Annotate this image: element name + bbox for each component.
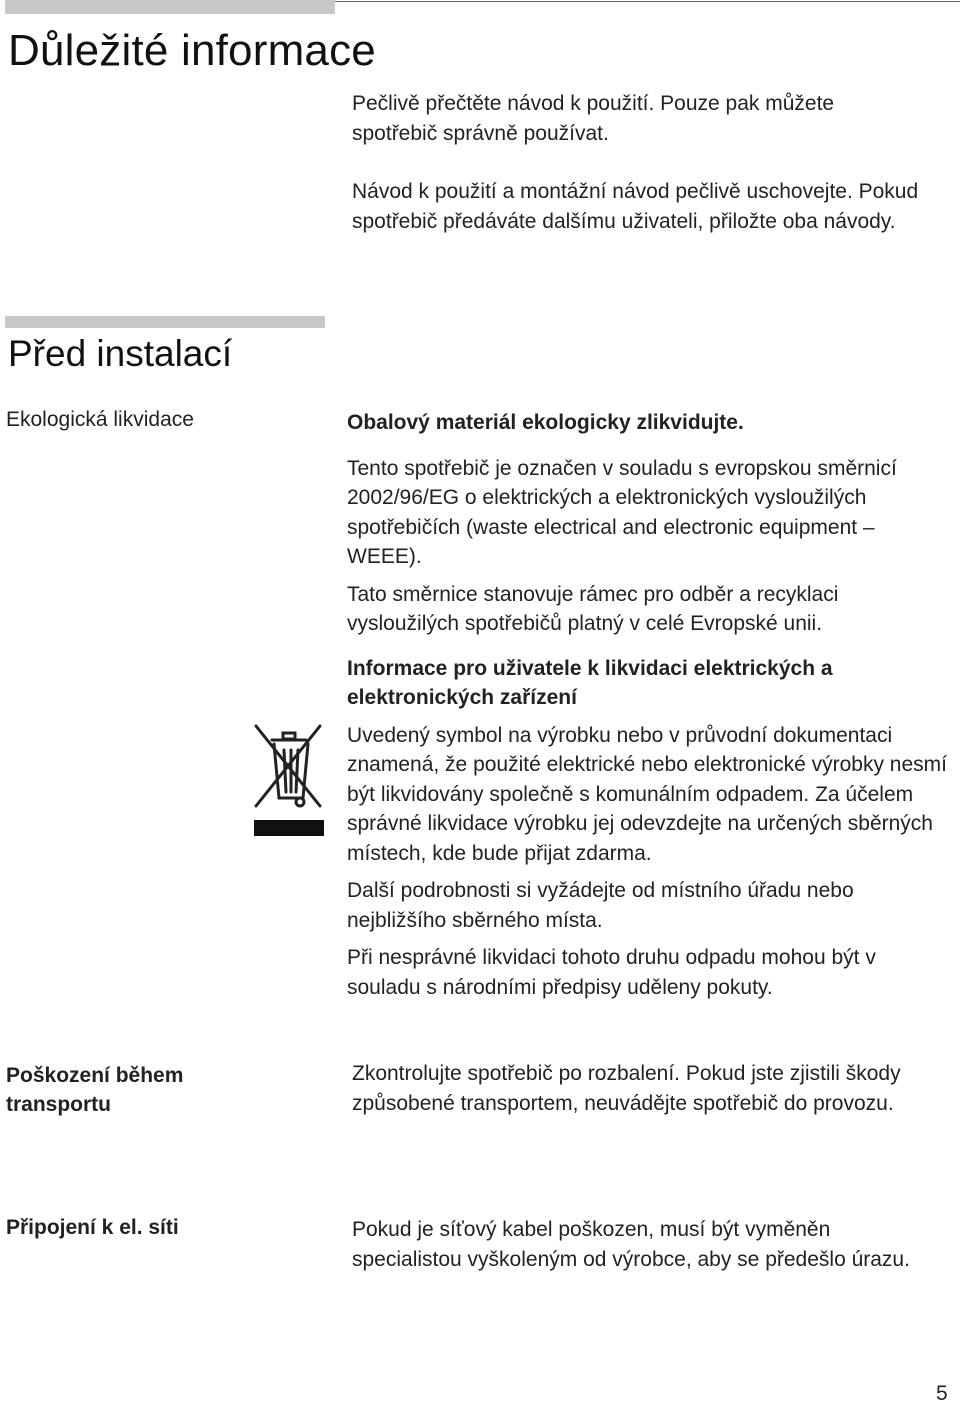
- eco-paragraph-details: Další podrobnosti si vyžádejte od místního úřadu nebo nejbližšího sběrného místa.: [347, 879, 854, 932]
- transport-text: Zkontrolujte spotřebič po rozbalení. Pokud jste zjistili škody způsobené transportem, neuvádějte spotřebič do provozu.: [352, 1062, 901, 1115]
- intro-paragraph-1: Pečlivě přečtěte návod k použití. Pouze pak můžete spotřebič správně používat.: [352, 92, 835, 145]
- side-label-eco-disposal: Ekologická likvidace: [6, 408, 194, 431]
- eco-paragraph-weee: Tento spotřebič je označen v souladu s evropskou směrnicí 2002/96/EG o elektrických a elektronických vysloužilých spotřebičích (waste electrical and electronic equipment – WEEE).: [347, 456, 897, 568]
- eco-subheading: Informace pro uživatele k likvidaci elektrických a elektronických zařízení: [347, 656, 833, 709]
- top-gray-bar: [5, 0, 335, 14]
- side-label-power: Připojení k el. síti: [6, 1216, 179, 1239]
- top-rule: [335, 1, 960, 2]
- heading-important-information: Důležité informace: [8, 26, 376, 75]
- side-label-transport: Poškození během transportu: [6, 1064, 184, 1116]
- eco-paragraph-symbol: Uvedený symbol na výrobku nebo v průvodní dokumentaci znamená, že použité elektrické nebo elektronické výrobky nesmí být likvidovány společně s komunálním odpadem. Za účelem správné likvidace výrobku jej odevzdejte na určených sběrných místech, kde bude přijat zdarma.: [347, 723, 947, 865]
- weee-bin-icon: [250, 720, 326, 840]
- eco-paragraph-directive: Tato směrnice stanovuje rámec pro odběr a recyklaci vysloužilých spotřebičů platný v celé Evropské unii.: [347, 582, 839, 635]
- intro-text: [352, 89, 922, 236]
- eco-content: [347, 408, 947, 1002]
- intro-paragraph-2: Návod k použití a montážní návod pečlivě uschovejte. Pokud spotřebič předáváte dalšímu uživateli, přiložte oba návody.: [352, 180, 919, 233]
- page-number: 5: [936, 1382, 948, 1405]
- power-text: Pokud je síťový kabel poškozen, musí být vyměněn specialistou vyškoleným od výrobce, aby se předešlo úrazu.: [352, 1218, 910, 1271]
- eco-lead: Obalový materiál ekologicky zlikvidujte.: [347, 411, 744, 434]
- eco-paragraph-fines: Při nesprávné likvidaci tohoto druhu odpadu mohou být v souladu s národními předpisy uděleny pokuty.: [347, 946, 876, 999]
- section-gray-bar: [5, 316, 325, 328]
- heading-before-install: Před instalací: [8, 333, 233, 374]
